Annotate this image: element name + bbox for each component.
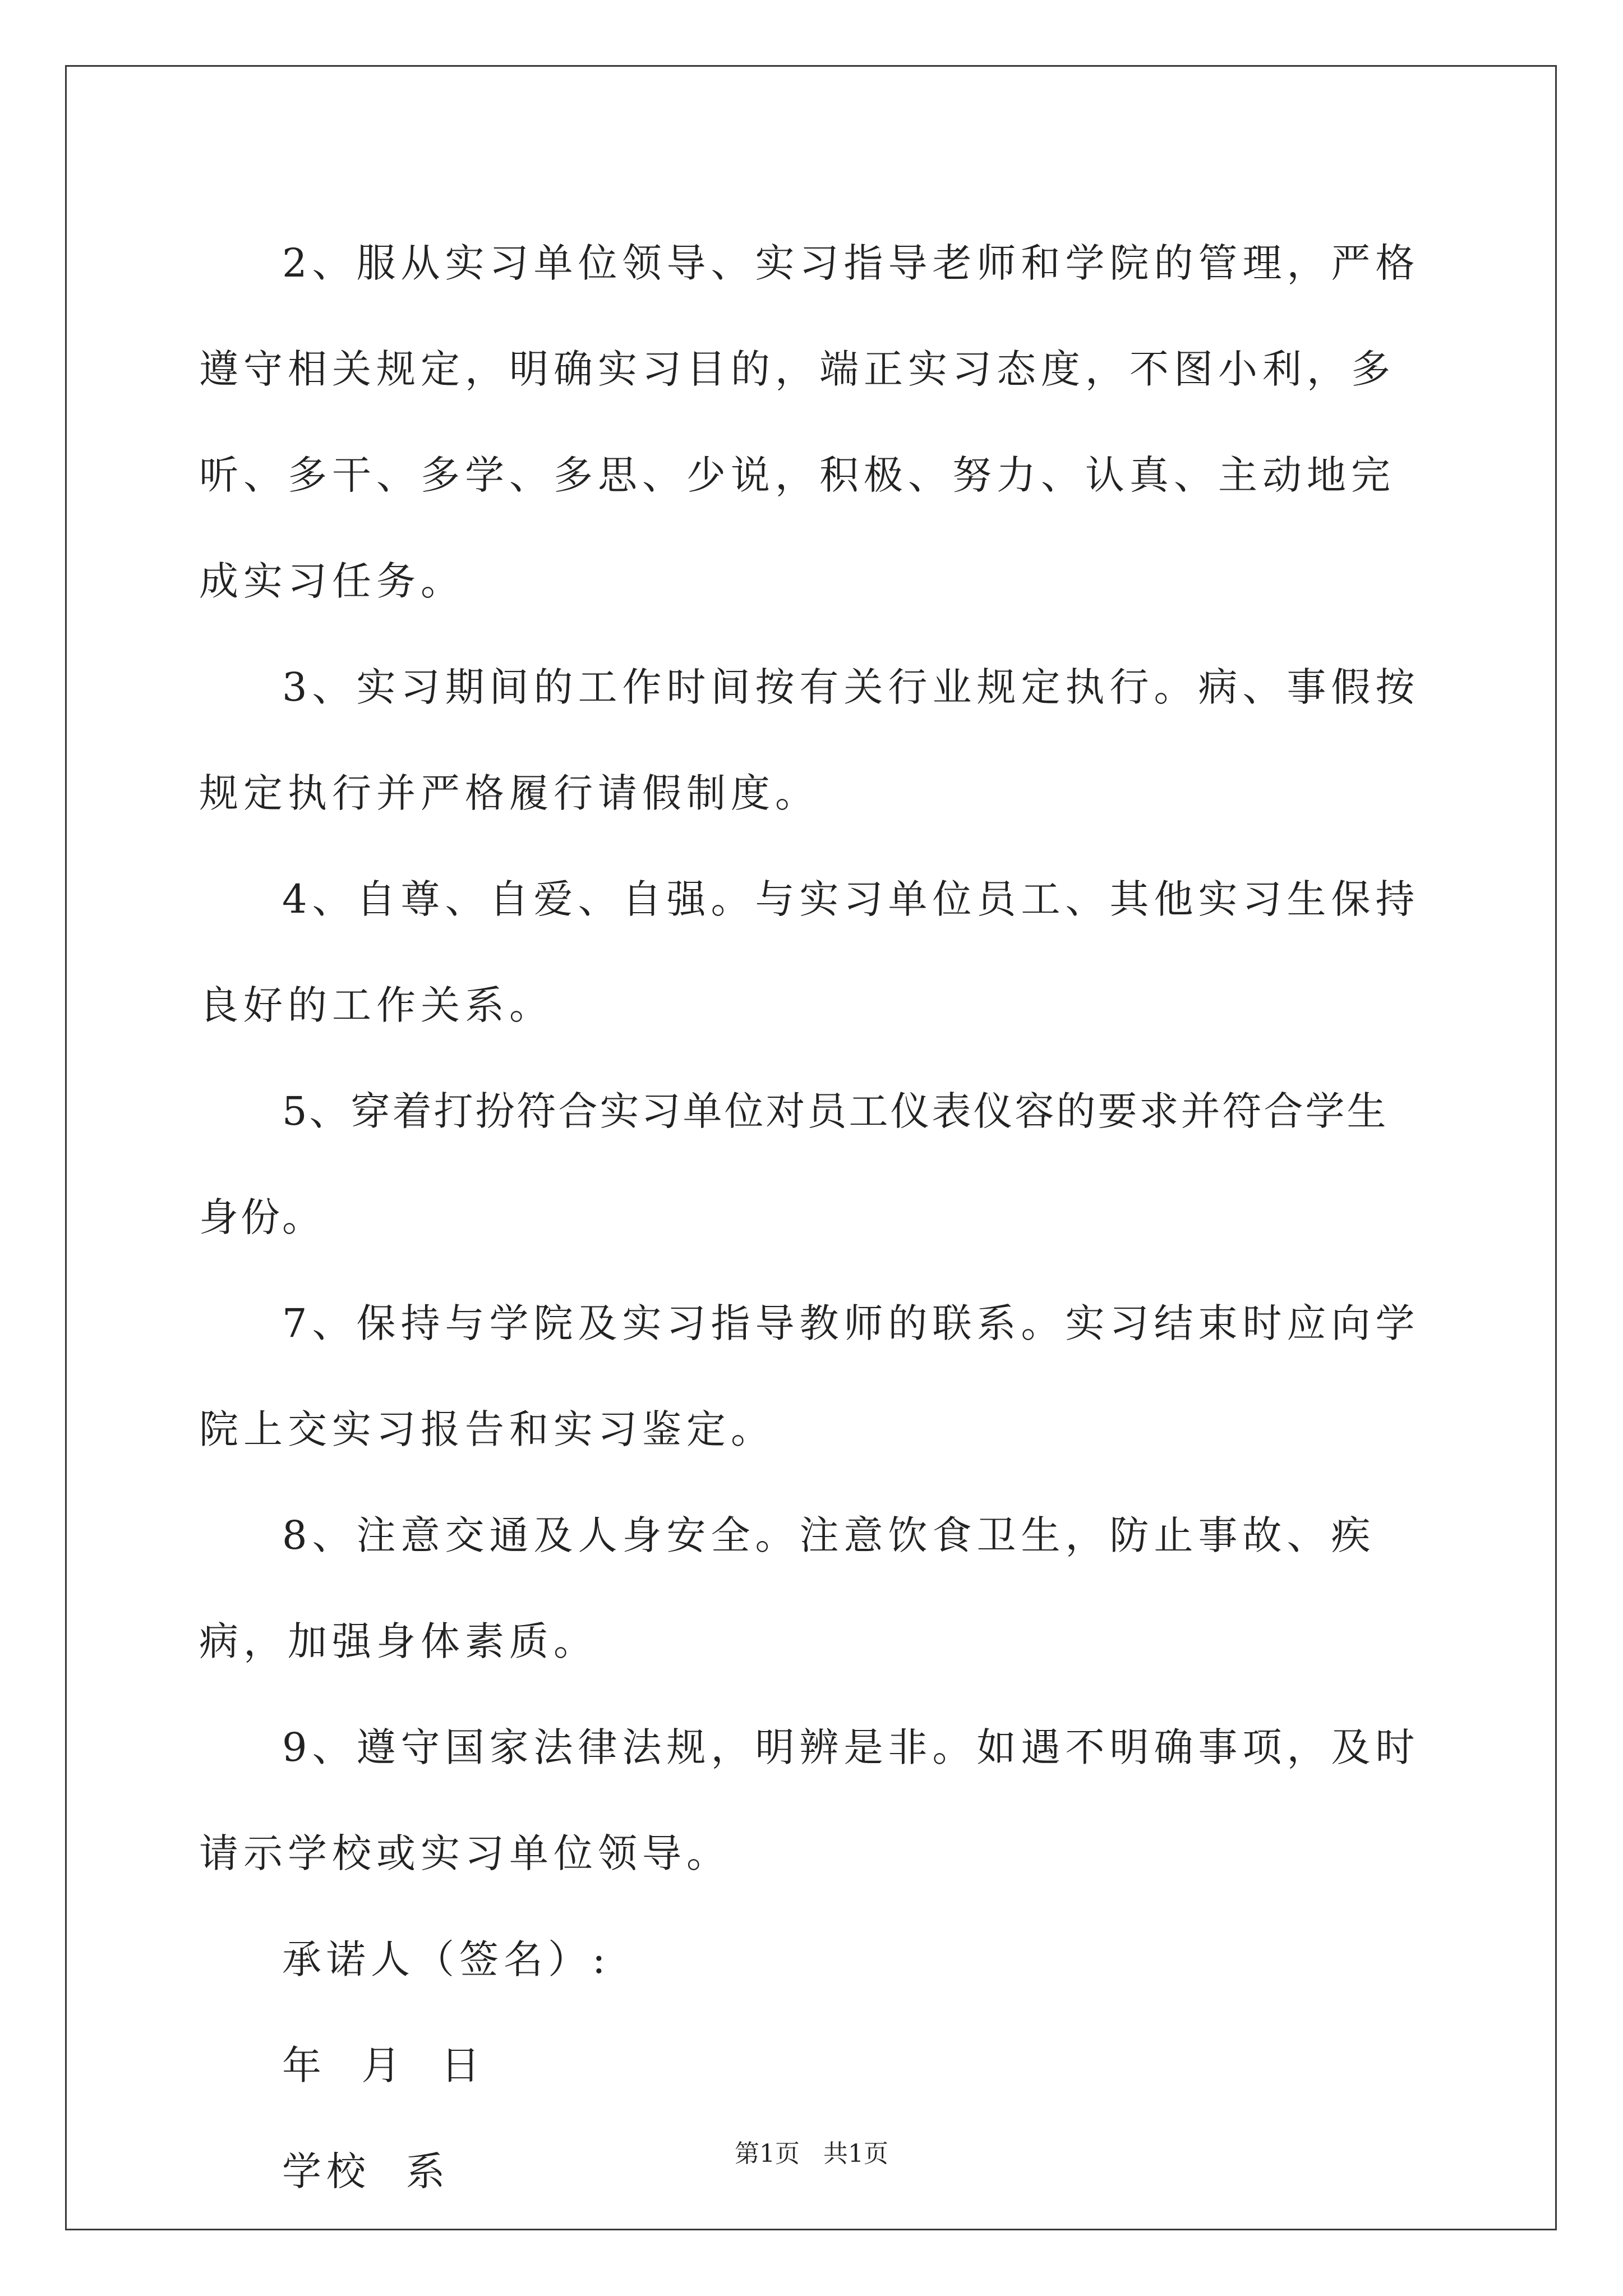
signer-label: 承诺人（签名）:: [282, 1936, 611, 1982]
date-label: 年 月 日: [282, 2042, 486, 2088]
paragraph-item-4: 4、自尊、自爱、自强。与实习单位员工、其他实习生保持良好的工作关系。: [199, 876, 1420, 1028]
page-footer: [0, 2137, 1623, 2171]
paragraph-item-9: 9、遵守国家法律法规，明辨是非。如遇不明确事项，及时请示学校或实习单位领导。: [199, 1724, 1420, 1876]
paragraph-item-7: 7、保持与学院及实习指导教师的联系。实习结束时应向学院上交实习报告和实习鉴定。: [199, 1300, 1420, 1452]
paragraph-item-5: 5、穿着打扮符合实习单位对员工仪表仪容的要求并符合学生身份。: [199, 1088, 1389, 1240]
paragraph-item-2: 2、服从实习单位领导、实习指导老师和学院的管理，严格遵守相关规定，明确实习目的，端正实习态度，不图小利，多听、多干、多学、多思、少说，积极、努力、认真、主动地完成实习任务。: [199, 240, 1420, 604]
paragraph-item-3: 3、实习期间的工作时间按有关行业规定执行。病、事假按规定执行并严格履行请假制度。: [199, 664, 1420, 816]
paragraph-item-8: 8、注意交通及人身安全。注意饮食卫生，防止事故、疾病，加强身体素质。: [199, 1512, 1376, 1664]
school-label: 学校 系: [282, 2148, 450, 2194]
page-number: 第1页 共1页: [735, 2139, 888, 2168]
document-body: [199, 210, 1427, 2225]
